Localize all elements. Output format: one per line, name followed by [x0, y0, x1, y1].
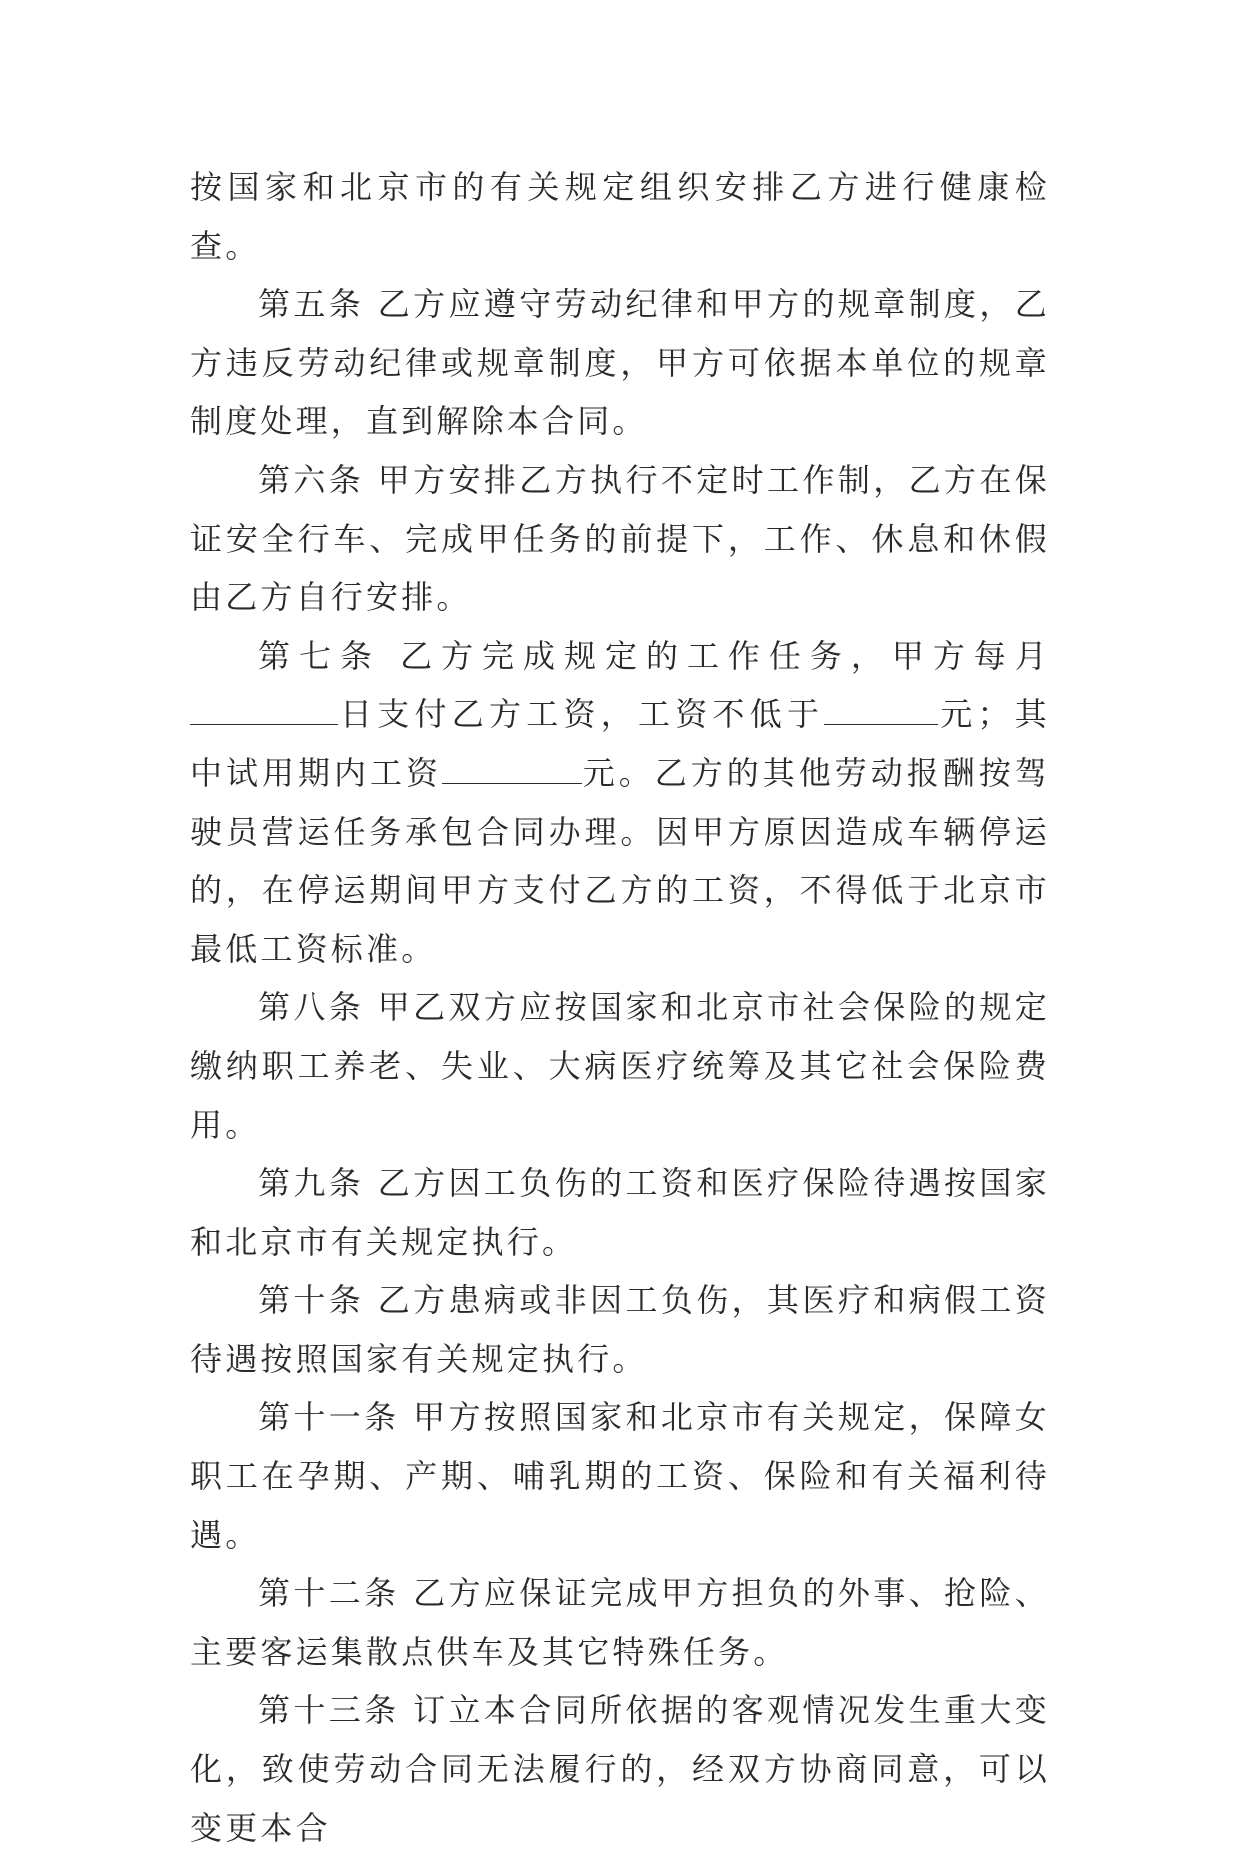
- article-13: 第十三条 订立本合同所依据的客观情况发生重大变化，致使劳动合同无法履行的，经双方协商同意，可以变更本合: [190, 1691, 1050, 1847]
- article-11: 第十一条 甲方按照国家和北京市有关规定，保障女职工在孕期、产期、哺乳期的工资、保险和有关福利待遇。: [190, 1398, 1050, 1554]
- pay-day-blank: [190, 694, 338, 725]
- article-7: [190, 627, 1050, 979]
- article-7-text-3: 元；其中试用期内工资: [190, 695, 1050, 792]
- article-7-text-2: 日支付乙方工资，工资不低于: [338, 695, 825, 734]
- article-10: 第十条 乙方患病或非因工负伤，其医疗和病假工资待遇按照国家有关规定执行。: [190, 1281, 1050, 1378]
- contract-body: [190, 158, 1050, 1857]
- article-12: 第十二条 乙方应保证完成甲方担负的外事、抢险、主要客运集散点供车及其它特殊任务。: [190, 1574, 1050, 1671]
- article-9: 第九条 乙方因工负伤的工资和医疗保险待遇按国家和北京市有关规定执行。: [190, 1164, 1050, 1261]
- article-6: 第六条 甲方安排乙方执行不定时工作制，乙方在保证安全行车、完成甲任务的前提下，工作、休息和休假由乙方自行安排。: [190, 460, 1050, 617]
- article-7-text-4: 元。乙方的其他劳动报酬按驾驶员营运任务承包合同办理。因甲方原因造成车辆停运的，在停运期间甲方支付乙方的工资，不得低于北京市最低工资标准。: [190, 753, 1050, 968]
- article-7-text-1: 第七条 乙方完成规定的工作任务，甲方每月: [258, 636, 1050, 675]
- article-8: 第八条 甲乙双方应按国家和北京市社会保险的规定缴纳职工养老、失业、大病医疗统筹及其它社会保险费用。: [190, 988, 1050, 1144]
- probation-wage-blank: [442, 753, 582, 784]
- article-5: 第五条 乙方应遵守劳动纪律和甲方的规章制度，乙方违反劳动纪律或规章制度，甲方可依据本单位的规章制度处理，直到解除本合同。: [190, 285, 1050, 441]
- min-wage-blank: [824, 694, 938, 725]
- paragraph-health-check: 按国家和北京市的有关规定组织安排乙方进行健康检查。: [190, 168, 1050, 265]
